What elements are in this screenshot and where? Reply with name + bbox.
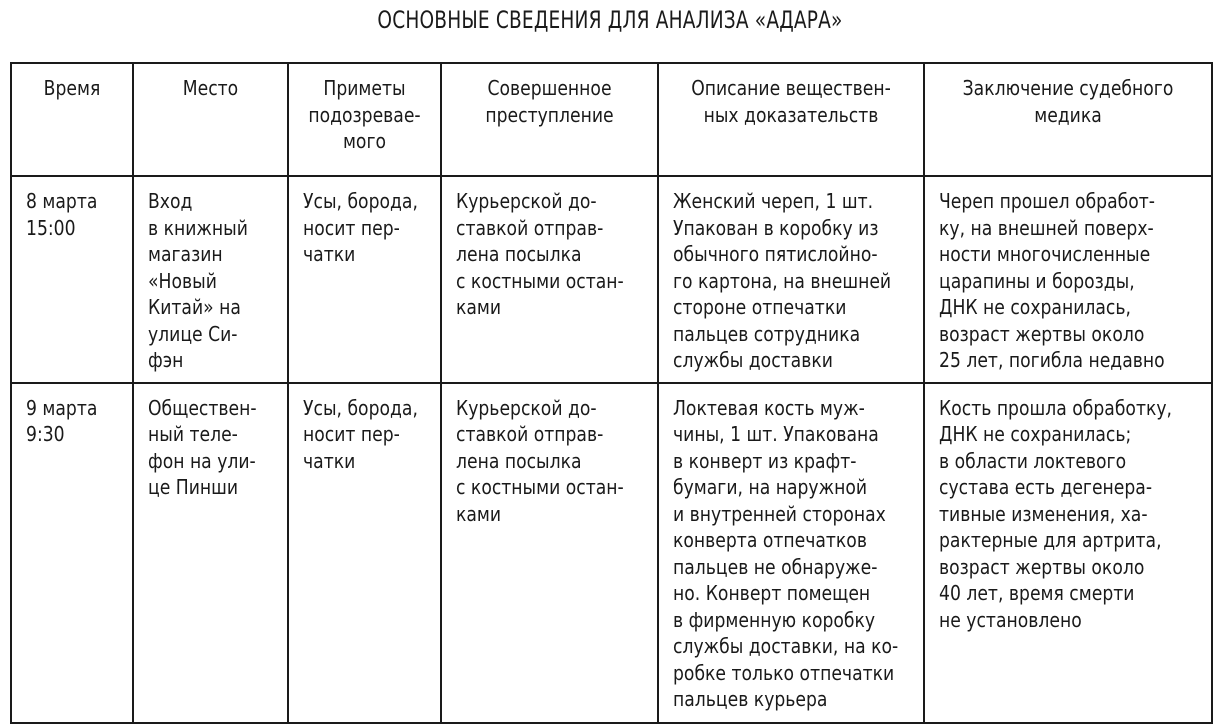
- header-conclusion: Заключение судебного медика: [924, 63, 1212, 176]
- cell-place: Вход в книжный магазин «Новый Китай» на улице Си- фэн: [133, 176, 288, 383]
- cell-place: Обществен- ный теле- фон на ули- це Пинши: [133, 383, 288, 723]
- table-row: [11, 176, 1212, 383]
- header-suspect: Приметы подозревае- мого: [288, 63, 441, 176]
- cell-crime: Курьерской до- ставкой отправ- лена посылка с костными остан- ками: [441, 383, 658, 723]
- table-row: [11, 383, 1212, 723]
- cell-suspect: Усы, борода, носит пер- чатки: [288, 383, 441, 723]
- cell-evidence: Женский череп, 1 шт. Упакован в коробку из обычного пятислойно- го картона, на внешней стороне отпечатки пальцев сотрудника службы доставки: [658, 176, 924, 383]
- cell-conclusion: Кость прошла обработку, ДНК не сохранилась; в области локтевого сустава есть дегенера- тивные изменения, ха- рактерные для артрита, возраст жертвы около 40 лет, время смерти не установлено: [924, 383, 1212, 723]
- header-place: Место: [133, 63, 288, 176]
- analysis-table: [10, 62, 1213, 724]
- cell-time: 9 марта 9:30: [11, 383, 133, 723]
- header-time: Время: [11, 63, 133, 176]
- header-crime: Совершенное преступление: [441, 63, 658, 176]
- cell-evidence: Локтевая кость муж- чины, 1 шт. Упакована в конверт из крафт- бумаги, на наружной и внутренней сторонах конверта отпечатков пальцев не обнаруже- но. Конверт помещен в фирменную коробку службы доставки, на ко- робке только отпечатки пальцев курьера: [658, 383, 924, 723]
- page-title: ОСНОВНЫЕ СВЕДЕНИЯ ДЛЯ АНАЛИЗА «АДАРА»: [377, 6, 843, 34]
- table-header-row: [11, 63, 1212, 176]
- cell-suspect: Усы, борода, носит пер- чатки: [288, 176, 441, 383]
- header-evidence: Описание веществен- ных доказательств: [658, 63, 924, 176]
- cell-conclusion: Череп прошел обработ- ку, на внешней поверх- ности многочисленные царапины и борозды, ДНК не сохранилась, возраст жертвы около 25 лет, погибла недавно: [924, 176, 1212, 383]
- cell-crime: Курьерской до- ставкой отправ- лена посылка с костными остан- ками: [441, 176, 658, 383]
- cell-time: 8 марта 15:00: [11, 176, 133, 383]
